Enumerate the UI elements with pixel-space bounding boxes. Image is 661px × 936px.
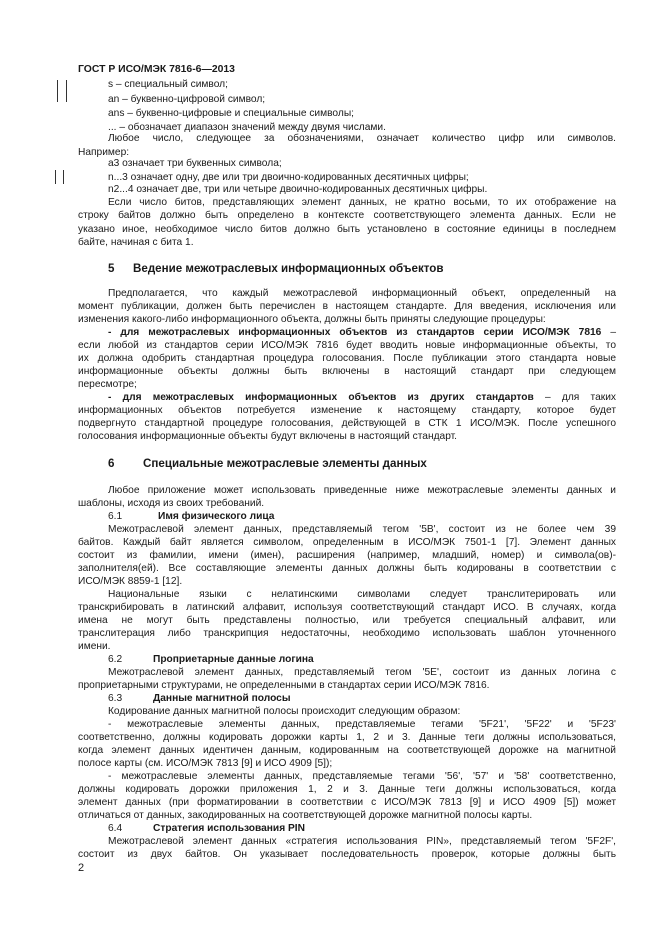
subsection-title: Имя физического лица	[158, 511, 275, 522]
paragraph-line: подвергнуто стандартной процедуре голосования, действующей в СТК 1 ИСО/МЭК. После успешного	[78, 418, 616, 429]
paragraph-line: Межотраслевой элемент данных, представляемый тегом '5E', состоит из данных логина с	[108, 667, 616, 678]
paragraph-line: Предполагается, что каждый межотраслевой информационный объект, определенный на	[108, 288, 616, 299]
paragraph-line: состоит из двух байтов. Он указывает последовательность проверок, которые должны быть	[78, 849, 616, 860]
paragraph-line: Например:	[78, 147, 130, 158]
list-item: s – специальный символ;	[108, 79, 228, 90]
section-title: Ведение межотраслевых информационных объектов	[133, 262, 444, 275]
list-item: ... – обозначает диапазон значений между двумя числами.	[108, 122, 386, 133]
paragraph-line: транскрибировать в латинский алфавит, используя соответствующий стандарт ИСО. В случаях, когда	[78, 602, 616, 613]
paragraph-line: ИСО/МЭК 8859-1 [12].	[78, 576, 183, 587]
subsection-title: Проприетарные данные логина	[153, 654, 314, 665]
list-item: a3 означает три буквенных символа;	[108, 158, 282, 169]
paragraph-line: если любой из стандартов серии ИСО/МЭК 7816 будет вводить новые информационные объекты, то	[78, 340, 616, 351]
paragraph-line: информационные объекты должны быть включены в настоящий стандарт при следующем	[78, 366, 616, 377]
paragraph-line: Национальные языки с нелатинскими символами следует транслитерировать или	[108, 589, 616, 600]
bullet-line: - межотраслевые элементы данных, представляемые тегами '56', '57' и '58' соответственно,	[108, 771, 616, 782]
paragraph-line: указано иное, необходимое число битов должно быть установлено в состояние единицы в последнем	[78, 224, 616, 235]
paragraph-line: информационных объектов потребуется изменение к настоящему стандарту, которое будет	[78, 405, 616, 416]
section-title: Специальные межотраслевые элементы данных	[143, 457, 427, 470]
subsection-title: Данные магнитной полосы	[153, 693, 291, 704]
document-header: ГОСТ Р ИСО/МЭК 7816-6—2013	[78, 64, 235, 75]
paragraph-line: пересмотре;	[78, 379, 137, 390]
subsection-number: 6.3	[108, 693, 123, 704]
bullet-text: –	[610, 327, 616, 338]
paragraph-line: имени.	[78, 641, 111, 652]
paragraph-line: их должна одобрить стандартная процедура голосования. После публикации этого стандарта новые	[78, 353, 616, 364]
paragraph-line: изменения какого-либо информационного объекта, должны быть приняты следующие процедуры:	[78, 314, 546, 325]
change-bar	[55, 170, 56, 184]
subsection-number: 6.2	[108, 654, 123, 665]
subsection-number: 6.1	[108, 511, 123, 522]
subsection-number: 6.4	[108, 823, 123, 834]
paragraph-line: Межотраслевой элемент данных «стратегия использования PIN», представляемый тегом '5F2F',	[108, 836, 616, 847]
paragraph-line: проприетарными структурами, не определенными в стандартах серии ИСО/МЭК 7816.	[78, 680, 490, 691]
change-bar	[63, 170, 64, 184]
bullet-text: – для таких	[544, 392, 616, 403]
paragraph-line: Межотраслевой элемент данных, представляемый тегом '5B', состоит из не более чем 39	[108, 524, 616, 535]
paragraph-line: состоит из фамилии, имени (имен), расширения (например, младший, номер) и символа(ов)-	[78, 550, 616, 561]
paragraph-line: элемент данных (при форматировании в соответствии с ИСО/МЭК 7813 [9] и ИСО 4909 [5]) может	[78, 797, 616, 808]
bullet-line	[108, 391, 616, 404]
paragraph-line: шаблоны, исходя из своих требований.	[78, 498, 265, 509]
bullet-line: - межотраслевые элементы данных, представляемые тегами '5F21', '5F22' и '5F23'	[108, 719, 616, 730]
paragraph-line: когда элемент данных идентичен данным, кодированным на соответствующей дорожке на магнитной	[78, 745, 616, 756]
paragraph-line: Кодирование данных магнитной полосы происходит следующим образом:	[108, 706, 461, 717]
subsection-title: Стратегия использования PIN	[153, 823, 305, 834]
bullet-emphasis: - для межотраслевых информационных объектов из других стандартов	[108, 392, 534, 403]
paragraph-line: байтов. Каждый байт является символом, определенным в ИСО/МЭК 7501-1 [7]. Элемент данных	[78, 537, 616, 548]
section-number: 6	[108, 457, 115, 470]
paragraph-line: голосования информационные объекты будут включены в настоящий стандарт.	[78, 431, 458, 442]
paragraph-line: Если число битов, представляющих элемент данных, не кратно восьми, то их отображение на	[108, 197, 616, 208]
paragraph-line: Любое приложение может использовать приведенные ниже межотраслевые элементы данных и	[108, 485, 616, 496]
paragraph-line: момент публикации, должен быть перечислен в настоящем стандарте. Для введения, исключения или	[78, 301, 616, 312]
list-item: ans – буквенно-цифровые и специальные символы;	[108, 108, 354, 119]
paragraph-line: полосе карты (см. ИСО/МЭК 7813 [9] и ИСО 4909 [5]);	[78, 758, 333, 769]
list-item: an – буквенно-цифровой символ;	[108, 94, 266, 105]
list-item: n...3 означает одну, две или три двоично-кодированных десятичных цифры;	[108, 172, 469, 183]
bullet-emphasis: - для межотраслевых информационных объектов из стандартов серии ИСО/МЭК 7816	[108, 327, 602, 338]
paragraph-line: отличаться от данных, закодированных на соответствующей дорожке магнитной полосы карты.	[78, 810, 533, 821]
paragraph-line: должны кодировать дорожки приложения 1, 2 и 3. Данные теги должны использоваться, когда	[78, 784, 616, 795]
page-number: 2	[78, 862, 85, 874]
paragraph-line: имена не могут быть представлены полностью, или требуется специальный алфавит, или	[78, 615, 616, 626]
paragraph-line: заполнителя(ей). Все составляющие элементы данных должны быть кодированы в соответствии с	[78, 563, 616, 574]
paragraph-line: строку байтов должно быть определено в контексте соответствующего элемента данных. Если не	[78, 210, 616, 221]
paragraph-line: соответственно, должны кодировать дорожки карты 1, 2 и 3. Данные теги должны использоваться,	[78, 732, 616, 743]
change-bar	[66, 80, 67, 102]
list-item: n2...4 означает две, три или четыре двоично-кодированных десятичных цифры.	[108, 184, 488, 195]
section-number: 5	[108, 262, 115, 275]
paragraph-line: Любое число, следующее за обозначениями, означает количество цифр или символов.	[108, 133, 616, 144]
bullet-line	[108, 326, 616, 339]
change-bar	[57, 80, 58, 102]
paragraph-line: транслитерация либо транскрипция недостаточны, необходимо использовать шаблон уточненного	[78, 628, 616, 639]
paragraph-line: байте, начиная с бита 1.	[78, 237, 194, 248]
